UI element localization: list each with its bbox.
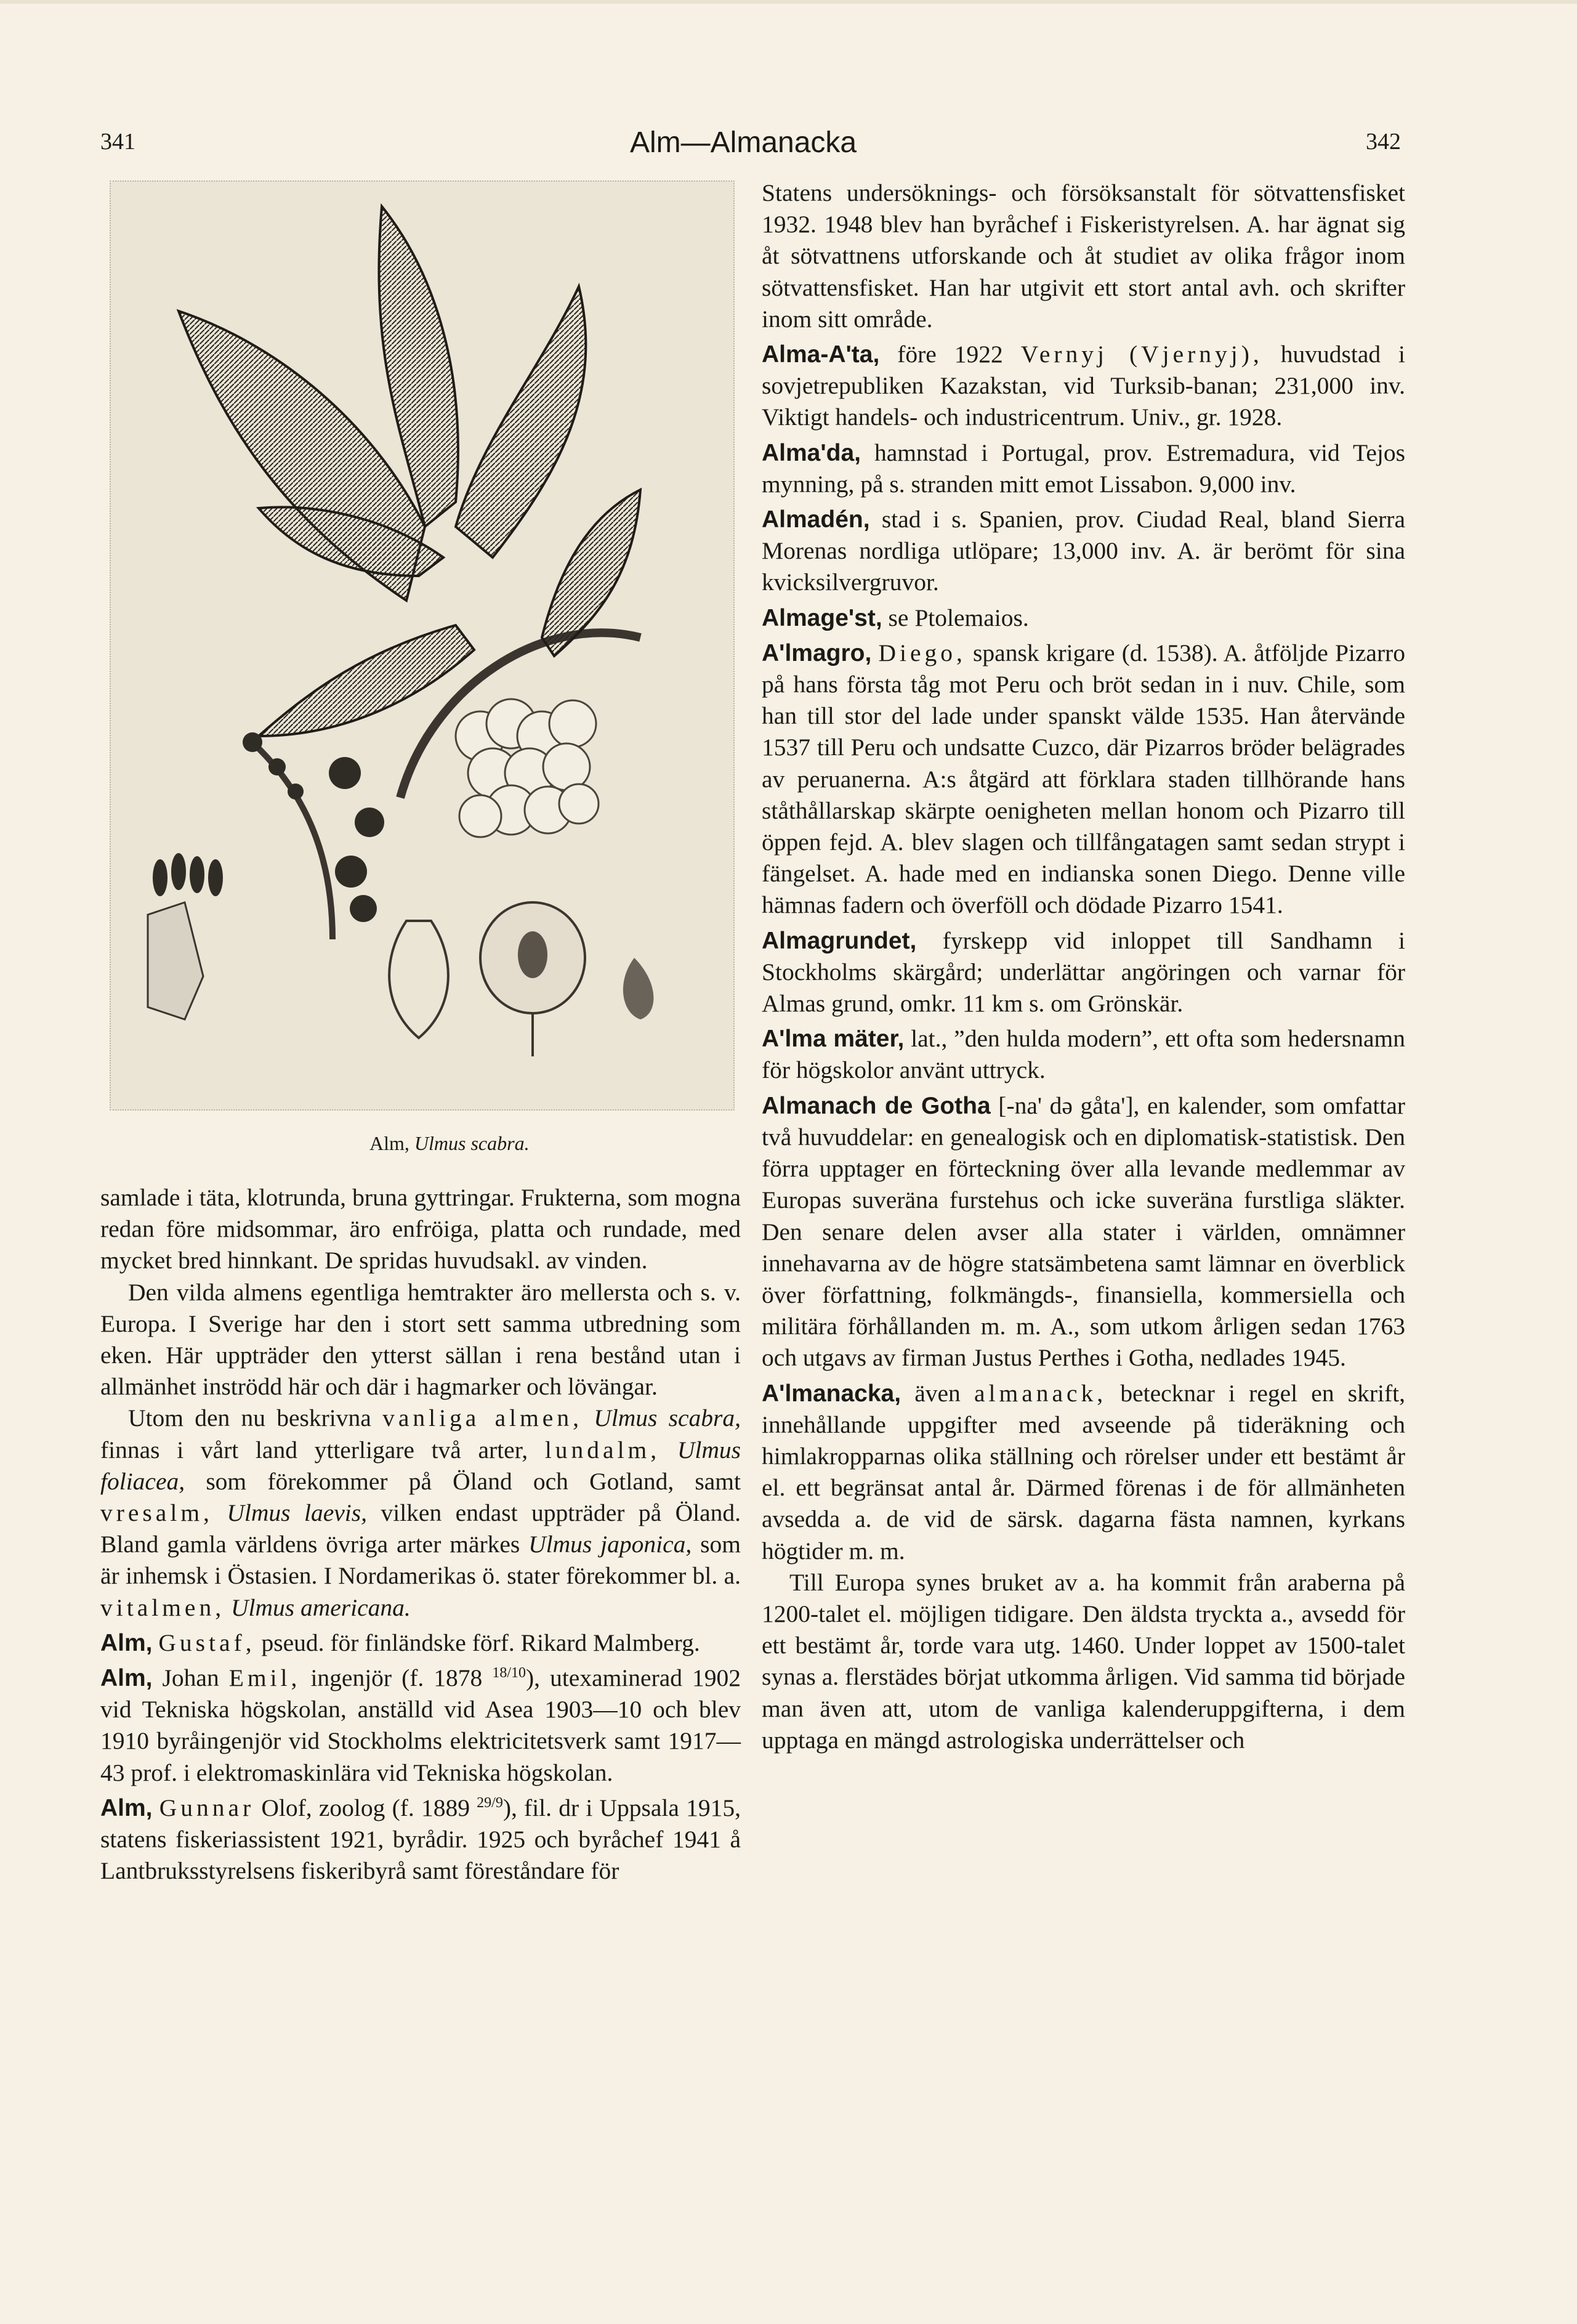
paragraph-fruits: samlade i täta, klotrunda, bruna gyttringar. Frukterna, som mogna redan före midsommar, äro enfröiga, platta och rundade, med mycket bred hinnkant. De spridas huvudsakl. av vinden. <box>100 1184 741 1274</box>
entry-text: lat., ”den hulda modern”, ett ofta som hedersnamn för högskolor använt uttryck. <box>762 1025 1406 1084</box>
entry-alm-johan-emil <box>100 1662 741 1789</box>
figure-caption <box>369 1132 530 1155</box>
spaced-name: Gustaf, <box>158 1629 256 1656</box>
latin-name: Ulmus scabra, <box>594 1404 741 1432</box>
entry-headword: Almage'st, <box>762 604 882 631</box>
flowering-twig <box>259 748 333 939</box>
date-superscript: 18/10 <box>492 1664 526 1681</box>
paragraph-almanac-history: Till Europa synes bruket av a. ha kommit från araberna på 1200-talet el. möjligen tidigare. Den äldsta tryckta a., avsedd för ett bestämt år, torde vara utg. 1460. Under loppet av 1500-talet synas a. flerstädes börjat utkomma årligen. Vid samma tid började man även att, utom de vanliga kalenderuppgifterna, i dem upptaga en mängd astrologiska underrättelser och <box>762 1568 1405 1754</box>
entry-headword: Alm, <box>100 1629 153 1656</box>
entry-text: betecknar i regel en skrift, innehållande uppgifter med avseende på tideräkning och himlakropparnas olika ställning och rörelser under ett bestämt år el. ett begränsat antal år. Därmed förenas i de för allmänheten avsedda a. de vid de särsk. dagarna fästa namnen, kyrkans högtider m. m. <box>762 1379 1405 1565</box>
seed-detail <box>623 958 653 1019</box>
text-span: som förekommer på Öland och Gotland, samt <box>206 1467 741 1495</box>
entry-alm-gunnar-olof <box>100 1792 741 1887</box>
entry-text: Olof, zoolog (f. 1889 <box>261 1794 470 1821</box>
entry-text: [-na' də gåta'], en kalender, som omfattar två huvuddelar: en genealogisk och en diplomatisk-statistisk. Den förra upptager en förteckning över alla levande medlemmar av Europas suveräna furstehus och icke suveräna furstliga släkter. Den senare delen avser alla stater i världen, omnämner innehavarna av de högre statsämbetena samt lämnar en överblick över författning, folkmängds-, finansiella, kommersiella och militära förhållanden m. m. A., som utkom årligen sedan 1763 och utgavs av firman Justus Perthes i Gotha, nedlades 1945. <box>762 1091 1406 1372</box>
entry-almada <box>762 437 1405 500</box>
entry-text: även <box>914 1379 961 1407</box>
page-number-left: 341 <box>100 129 135 155</box>
right-text-column <box>762 177 1405 1756</box>
entry-almagrundet <box>762 925 1405 1020</box>
entry-text: ), utexaminerad 1902 vid Tekniska högskolan, anställd vid Asea 1903—10 och blev 1910 byråingenjör vid Stockholms elektricitetsverk samt 1917—43 prof. i elektromaskinlära vid Tekniska högskolan. <box>100 1664 741 1786</box>
entry-headword: Alm, <box>100 1794 153 1821</box>
entry-text: hamnstad i Portugal, prov. Estremadura, vid Tejos mynning, på s. stranden mitt emot Lissabon. 9,000 inv. <box>762 439 1405 498</box>
leaf-top-right <box>456 286 586 557</box>
pistil-detail <box>389 921 448 1038</box>
entry-alm-gustaf <box>100 1627 741 1659</box>
latin-name: Ulmus foliacea, <box>100 1436 741 1495</box>
entry-headword: Alm, <box>100 1665 153 1692</box>
latin-name: Ulmus laevis, <box>227 1499 368 1527</box>
left-text-column <box>100 1182 741 1887</box>
spaced-name: Emil, <box>228 1664 301 1692</box>
entry-almanacka <box>762 1378 1405 1567</box>
entry-almaden <box>762 504 1405 599</box>
entry-alma-mater <box>762 1023 1405 1086</box>
text-span: som är inhemsk i Östasien. I Nordamerikas ö. stater förekommer bl. a. <box>100 1531 741 1590</box>
elm-drawing-svg <box>111 182 733 1109</box>
entry-headword: A'lmanacka, <box>762 1380 901 1407</box>
spaced-name: almanack, <box>974 1379 1107 1407</box>
entry-almagro <box>762 638 1405 921</box>
spaced-term: vitalmen, <box>100 1593 225 1621</box>
page-number-right: 342 <box>1366 129 1401 155</box>
entry-text: stad i s. Spanien, prov. Ciudad Real, bland Sierra Morenas nordliga utlöpare; 13,000 inv. A. är berömt för sina kvicksilvergruvor. <box>762 506 1405 596</box>
entry-text: spansk krigare (d. 1538). A. åtföljde Pizarro på hans första tåg mot Peru och bröt sedan in i nuv. Chile, som han till stor del lade under spanskt välde 1535. Han återvände 1537 till Peru och undsatte Cuzco, där Pizarros bröder belägrades av peruanerna. A:s åtgärd att förklara staden tillhörande hans ståthållarskap skärpte oenigheten mellan honom och Pizarro till öppen fejd. A. blev slagen och tillfångatagen samt sedan strypt i fängelset. A. hade med en indianska sonen Diego. Denne ville hämnas fadern och överföll och dödade Pizarro 1541. <box>762 639 1406 919</box>
entry-headword: A'lmagro, <box>762 639 872 666</box>
entry-text: se Ptolemaios. <box>888 604 1029 631</box>
entry-headword: Almanach de Gotha <box>762 1092 991 1119</box>
spaced-term: vanliga almen, <box>382 1404 583 1432</box>
entry-headword: Almagrundet, <box>762 927 917 954</box>
paragraph-species <box>100 1403 741 1623</box>
caption-prefix: Alm, <box>369 1132 409 1154</box>
latin-name: Ulmus americana. <box>230 1593 411 1621</box>
entry-text: Johan <box>162 1664 219 1692</box>
entry-headword: A'lma mäter, <box>762 1026 905 1053</box>
text-span: Utom den nu beskrivna <box>128 1404 371 1432</box>
spaced-name: Diego, <box>878 639 966 666</box>
text-span: finnas i vårt land ytterligare två arter, <box>100 1436 528 1464</box>
entry-headword: Almadén, <box>762 506 870 533</box>
entry-text: ), fil. dr i Uppsala 1915, statens fiskeriassistent 1921, byrådir. 1925 och byråchef 1941 å Lantbruksstyrelsens fiskeribyrå samt föreståndare för <box>100 1794 741 1885</box>
entry-almagest <box>762 602 1405 634</box>
entry-headword: Alma-A'ta, <box>762 341 880 368</box>
entry-text: pseud. för finländske förf. Rikard Malmberg. <box>261 1629 700 1656</box>
date-superscript: 29/9 <box>477 1794 503 1811</box>
entry-alma-ata <box>762 339 1405 434</box>
entry-text: före 1922 <box>897 341 1003 368</box>
caption-species: Ulmus scabra. <box>414 1132 530 1154</box>
entry-text: fyrskepp vid inloppet till Sandhamn i Stockholms skärgård; underlättar angöringen och varnar för Almas grund, omkr. 11 km s. om Grönskär. <box>762 926 1405 1018</box>
fruit-cluster <box>456 699 599 837</box>
latin-name: Ulmus japonica, <box>528 1531 692 1558</box>
seed <box>518 931 547 978</box>
page-top-edge <box>0 0 1577 4</box>
text-span: vilken endast uppträder på Öland. Bland gamla världens övriga arter märkes <box>100 1499 741 1558</box>
paragraph-distribution: Den vilda almens egentliga hemtrakter äro mellersta och s. v. Europa. I Sverige har den i stort sett samma utbredning som eken. Här uppträder den ytterst sällan i rena bestånd utan i allmänhet inströdd här och där i hagmarker och lövängar. <box>100 1278 741 1401</box>
running-head-title: Alm—Almanacka <box>630 126 857 159</box>
entry-headword: Alma'da, <box>762 439 861 466</box>
spaced-name: Gunnar <box>159 1794 255 1821</box>
entry-text: ingenjör (f. 1878 <box>310 1664 483 1692</box>
spaced-term: vresalm, <box>100 1499 213 1527</box>
paragraph-continuation: Statens undersöknings- och försöksanstalt för sötvattensfisket 1932. 1948 blev han byråchef i Fiskeristyrelsen. A. har ägnat sig åt sötvattnens utforskande och åt studiet av olika frågor inom sötvattensfisket. Han har utgivit ett stort antal avh. och skrifter inom sitt område. <box>762 179 1405 333</box>
spaced-name: Vernyj (Vjernyj), <box>1020 341 1263 368</box>
elm-illustration <box>110 180 735 1111</box>
spaced-term: lundalm, <box>544 1436 661 1464</box>
entry-text: huvudstad i sovjetrepubliken Kazakstan, vid Turksib-banan; 231,000 inv. Viktigt handels- och industricentrum. Univ., gr. 1928. <box>762 341 1406 431</box>
entry-almanach-de-gotha <box>762 1090 1405 1374</box>
stamens-detail <box>148 853 223 1019</box>
